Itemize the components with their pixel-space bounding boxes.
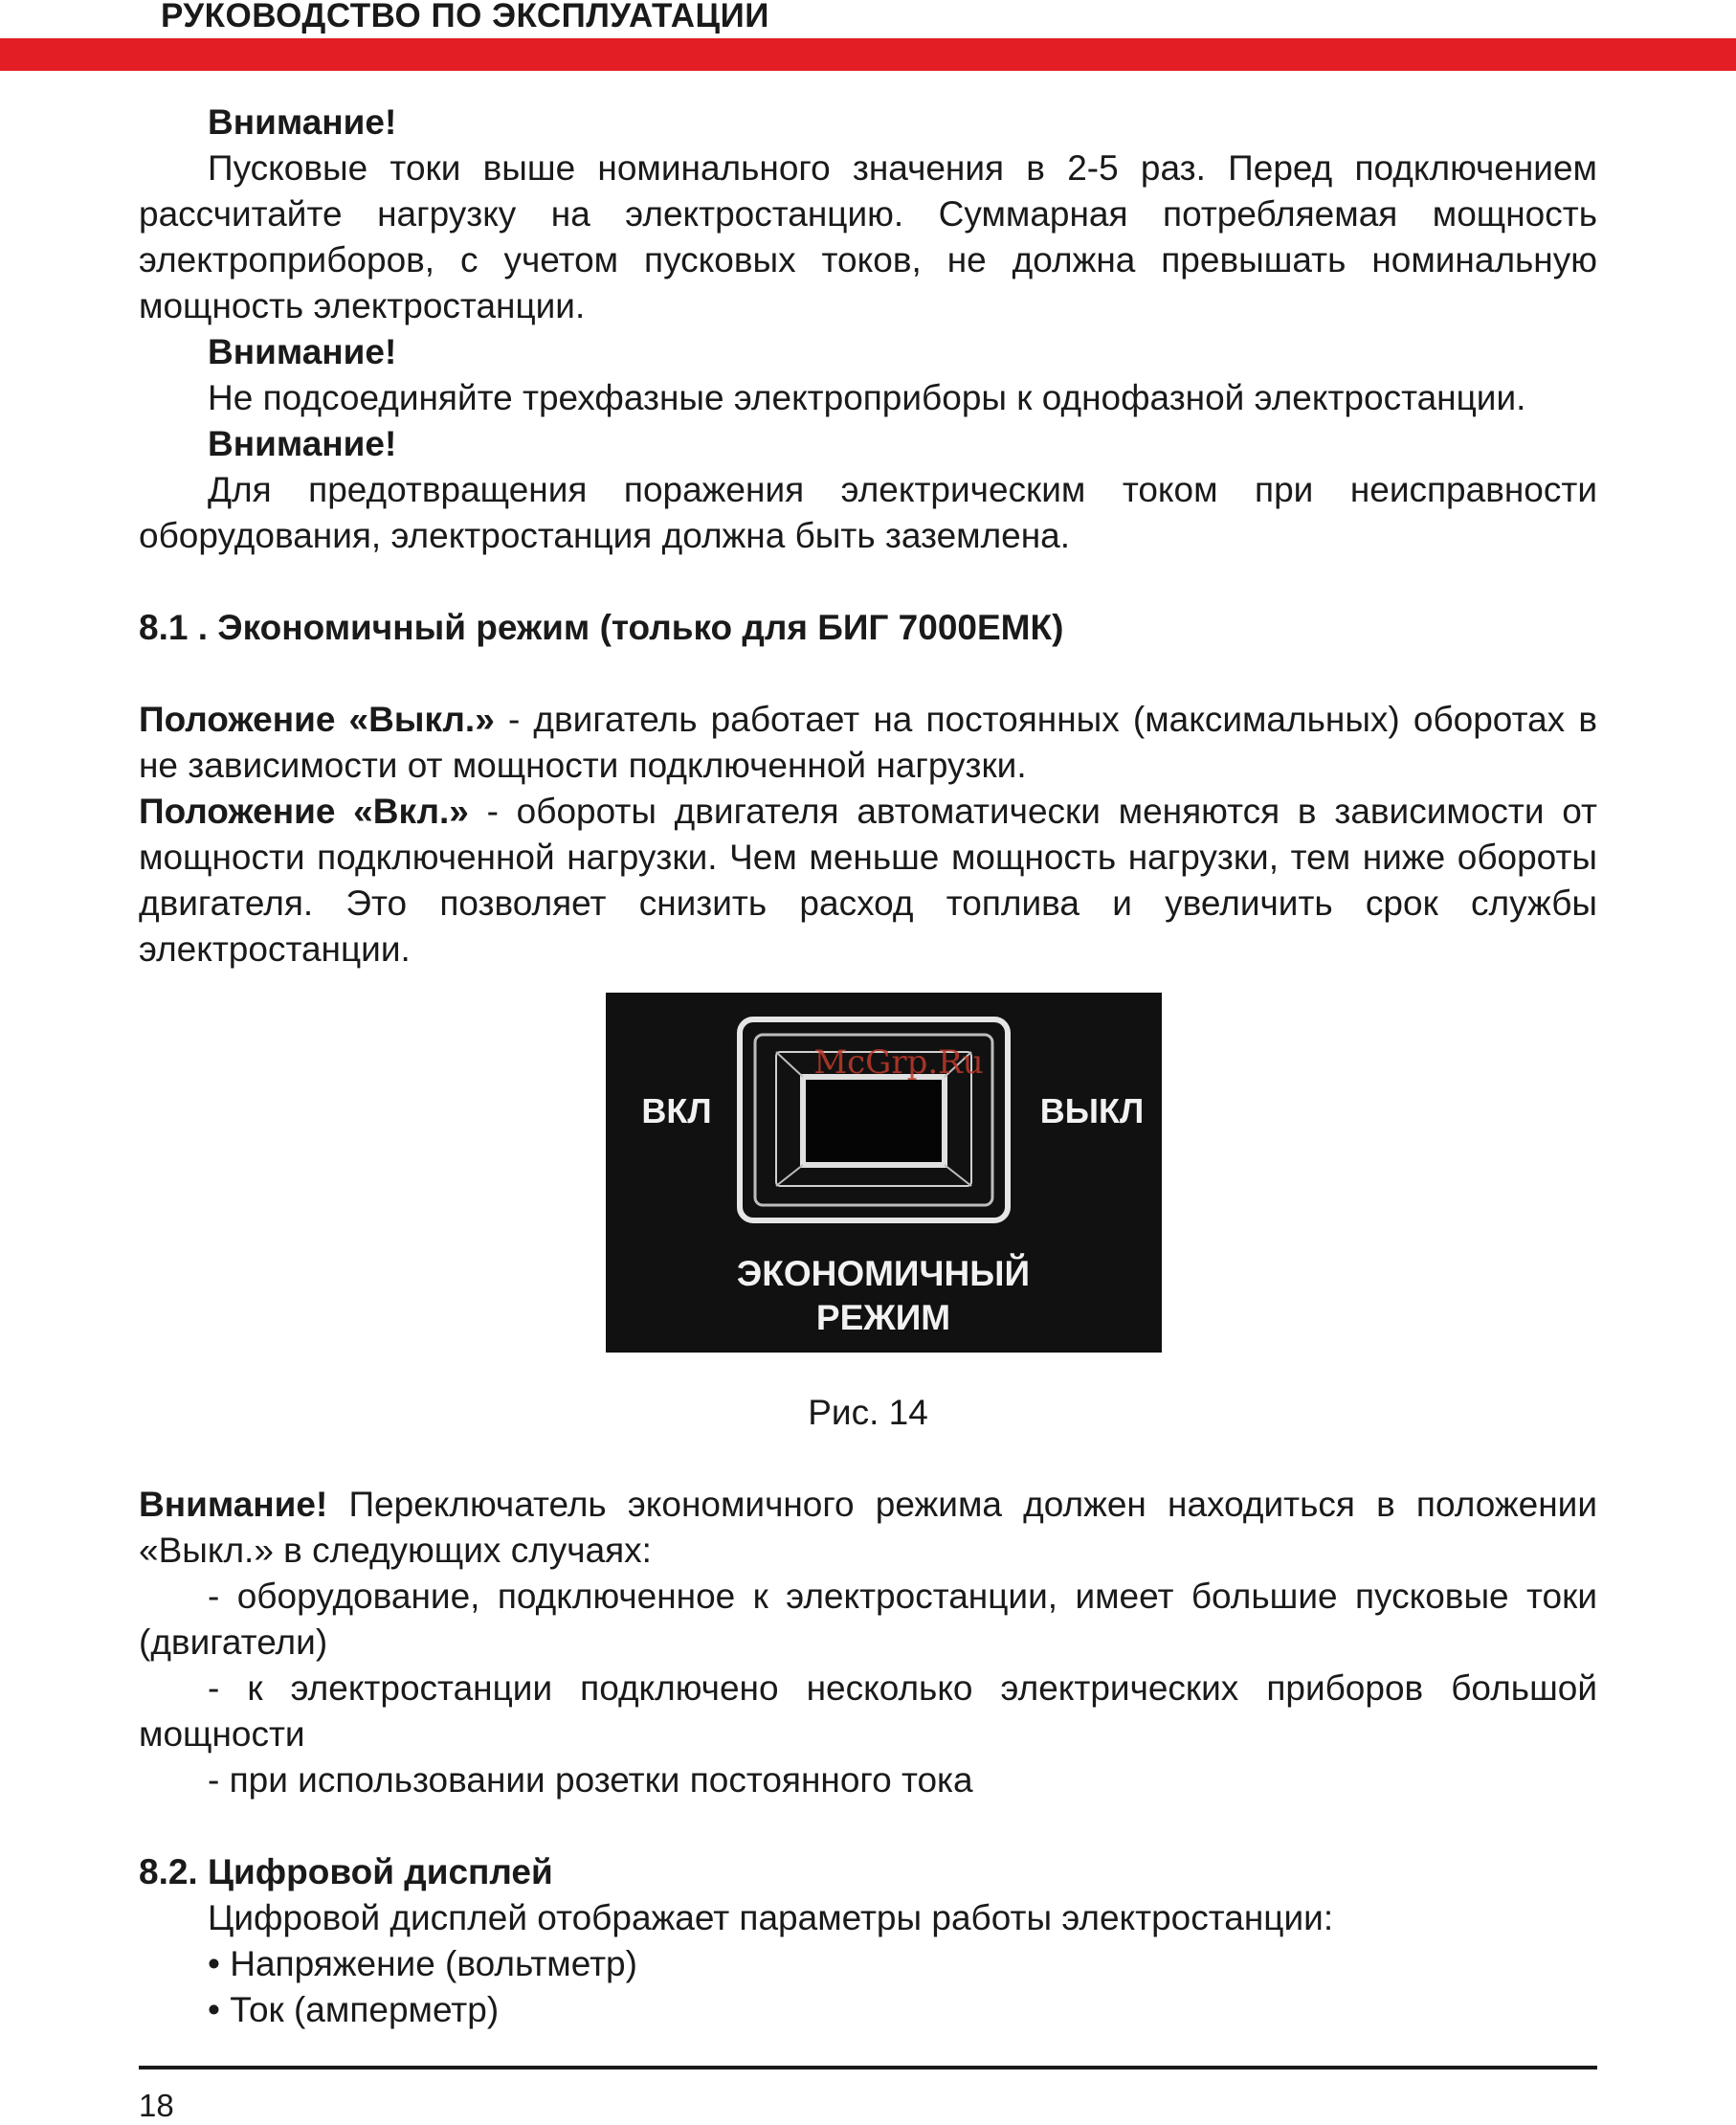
paragraph-position-on — [139, 789, 1597, 973]
label-mode-line2: РЕЖИМ — [815, 1298, 951, 1337]
eco-mode-switch-figure — [606, 993, 1162, 1353]
section-intro: Цифровой дисплей отображает параметры работы электростанции: — [208, 1898, 1334, 1937]
list-item: - при использовании розетки постоянного тока — [208, 1760, 973, 1800]
section-heading-8-2: 8.2. Цифровой дисплей — [139, 1852, 553, 1891]
footer-rule — [139, 2066, 1597, 2069]
paragraph-position-off — [139, 697, 1597, 789]
position-on-text: - обороты двигателя автоматически меняются в зависимости от мощности подключенной нагрузки. Чем меньше мощность нагрузки, тем ниже обороты двигателя. Это позволяет снизить расход топлива и увеличить срок службы электростанции. — [139, 792, 1597, 969]
lower-content — [139, 1482, 1597, 2033]
list-item: • Напряжение (вольтметр) — [208, 1944, 637, 1983]
header-accent-bar — [0, 38, 1736, 71]
warning-text: Для предотвращения поражения электрическим током при неисправности оборудования, электростанция должна быть заземлена. — [139, 470, 1597, 555]
paragraph-switch-warning — [139, 1482, 1597, 1574]
list-item: • Ток (амперметр) — [208, 1990, 500, 2029]
label-mode-line1: ЭКОНОМИЧНЫЙ — [736, 1254, 1031, 1293]
watermark-text: McGrp.Ru — [813, 1043, 984, 1082]
position-off-label: Положение «Выкл.» — [139, 700, 495, 739]
warning-text: Пусковые токи выше номинального значения в 2-5 раз. Перед подключением рассчитайте нагрузку на электростанцию. Суммарная потребляемая мощность электроприборов, с учетом пусковых токов, не должна превышать номинальную мощность электростанции. — [139, 148, 1597, 325]
list-item: - к электростанции подключено несколько электрических приборов большой мощности — [139, 1668, 1597, 1754]
label-on: ВКЛ — [641, 1091, 712, 1130]
intro-warnings — [139, 100, 1597, 973]
switch-warning-title: Внимание! — [139, 1485, 328, 1524]
switch-rocker-face — [803, 1077, 945, 1165]
running-header-title: РУКОВОДСТВО ПО ЭКСПЛУАТАЦИИ — [161, 0, 769, 34]
switch-warning-text: Переключатель экономичного режима должен находиться в положении «Выкл.» в следующих случаях: — [139, 1485, 1597, 1570]
position-off-text: - двигатель работает на постоянных (максимальных) оборотах в не зависимости от мощности подключенной нагрузки. — [139, 700, 1597, 785]
warning-title: Внимание! — [208, 102, 397, 142]
warning-title: Внимание! — [208, 332, 397, 371]
warning-title: Внимание! — [208, 424, 397, 463]
section-heading-8-1: 8.1 . Экономичный режим (только для БИГ 7000ЕМК) — [139, 608, 1064, 647]
page-number: 18 — [139, 2088, 174, 2123]
figure-caption: Рис. 14 — [808, 1393, 928, 1432]
position-on-label: Положение «Вкл.» — [139, 792, 469, 831]
list-item: - оборудование, подключенное к электростанции, имеет большие пусковые токи (двигатели) — [139, 1577, 1597, 1662]
warning-text: Не подсоединяйте трехфазные электроприборы к однофазной электростанции. — [208, 378, 1526, 417]
label-off: ВЫКЛ — [1039, 1091, 1145, 1130]
